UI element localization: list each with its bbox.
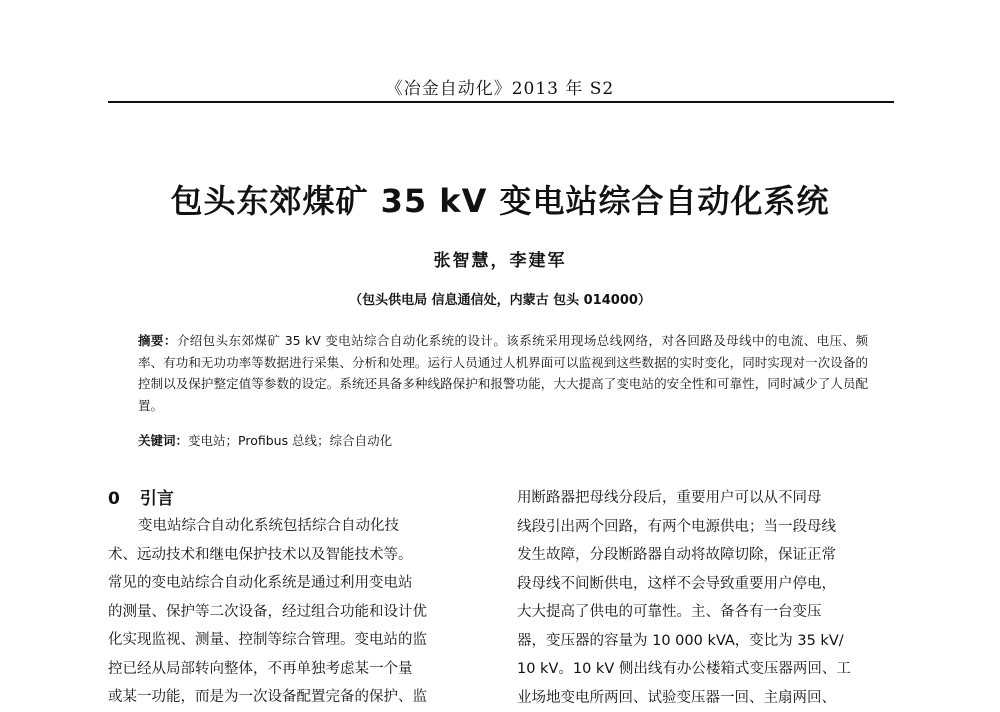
body-line: 的测量、保护等二次设备，经过组合功能和设计优 — [108, 598, 491, 627]
body-line: 用断路器把母线分段后，重要用户可以从不同母 — [517, 484, 895, 513]
body-line: 常见的变电站综合自动化系统是通过利用变电站 — [108, 569, 491, 598]
keywords-text: 变电站；Profibus 总线；综合自动化 — [188, 433, 392, 448]
header-rule — [108, 101, 894, 103]
abstract — [138, 330, 868, 416]
body-line: 线段引出两个回路，有两个电源供电；当一段母线 — [517, 513, 895, 542]
body-line: 段母线不间断供电，这样不会导致重要用户停电， — [517, 570, 895, 599]
body-column-left — [108, 512, 491, 712]
body-line: 控已经从局部转向整体，不再单独考虑某一个量 — [108, 655, 491, 684]
body-line: 器，变压器的容量为 10 000 kVA，变比为 35 kV/ — [517, 627, 895, 656]
keywords-label: 关键词： — [138, 433, 188, 448]
section-title: 引言 — [140, 489, 174, 509]
section-heading — [108, 484, 174, 509]
body-line: 或某一功能，而是为一次设备配置完备的保护、监 — [108, 683, 491, 712]
body-line: 10 kV。10 kV 侧出线有办公楼箱式变压器两回、工 — [517, 655, 895, 684]
body-line: 变电站综合自动化系统包括综合自动化技 — [108, 512, 491, 541]
body-column-right — [517, 484, 895, 712]
authors: 张智慧，李建军 — [0, 246, 1000, 271]
abstract-label: 摘要： — [138, 333, 177, 348]
body-line: 业场地变电所两回、试验变压器一回、主扇两回、 — [517, 684, 895, 712]
keywords — [138, 430, 868, 452]
body-line: 大大提高了供电的可靠性。主、备各有一台变压 — [517, 598, 895, 627]
body-line: 化实现监视、测量、控制等综合管理。变电站的监 — [108, 626, 491, 655]
section-number: 0 — [108, 489, 120, 509]
body-line: 术、远动技术和继电保护技术以及智能技术等。 — [108, 541, 491, 570]
journal-header: 《冶金自动化》2013 年 S2 — [0, 74, 1000, 99]
affiliation: （包头供电局 信息通信处，内蒙古 包头 014000） — [0, 289, 1000, 308]
article-title: 包头东郊煤矿 35 kV 变电站综合自动化系统 — [0, 176, 1000, 222]
body-line: 发生故障，分段断路器自动将故障切除，保证正常 — [517, 541, 895, 570]
abstract-text: 介绍包头东郊煤矿 35 kV 变电站综合自动化系统的设计。该系统采用现场总线网络，对各回路及母线中的电流、电压、频率、有功和无功功率等数据进行采集、分析和处理。运行人员通过人机界面可以监视到这些数据的实时变化，同时实现对一次设备的控制以及保护整定值等参数的设定。系统还具备多种线路保护和报警功能，大大提高了变电站的安全性和可靠性，同时减少了人员配置。 — [138, 333, 868, 413]
